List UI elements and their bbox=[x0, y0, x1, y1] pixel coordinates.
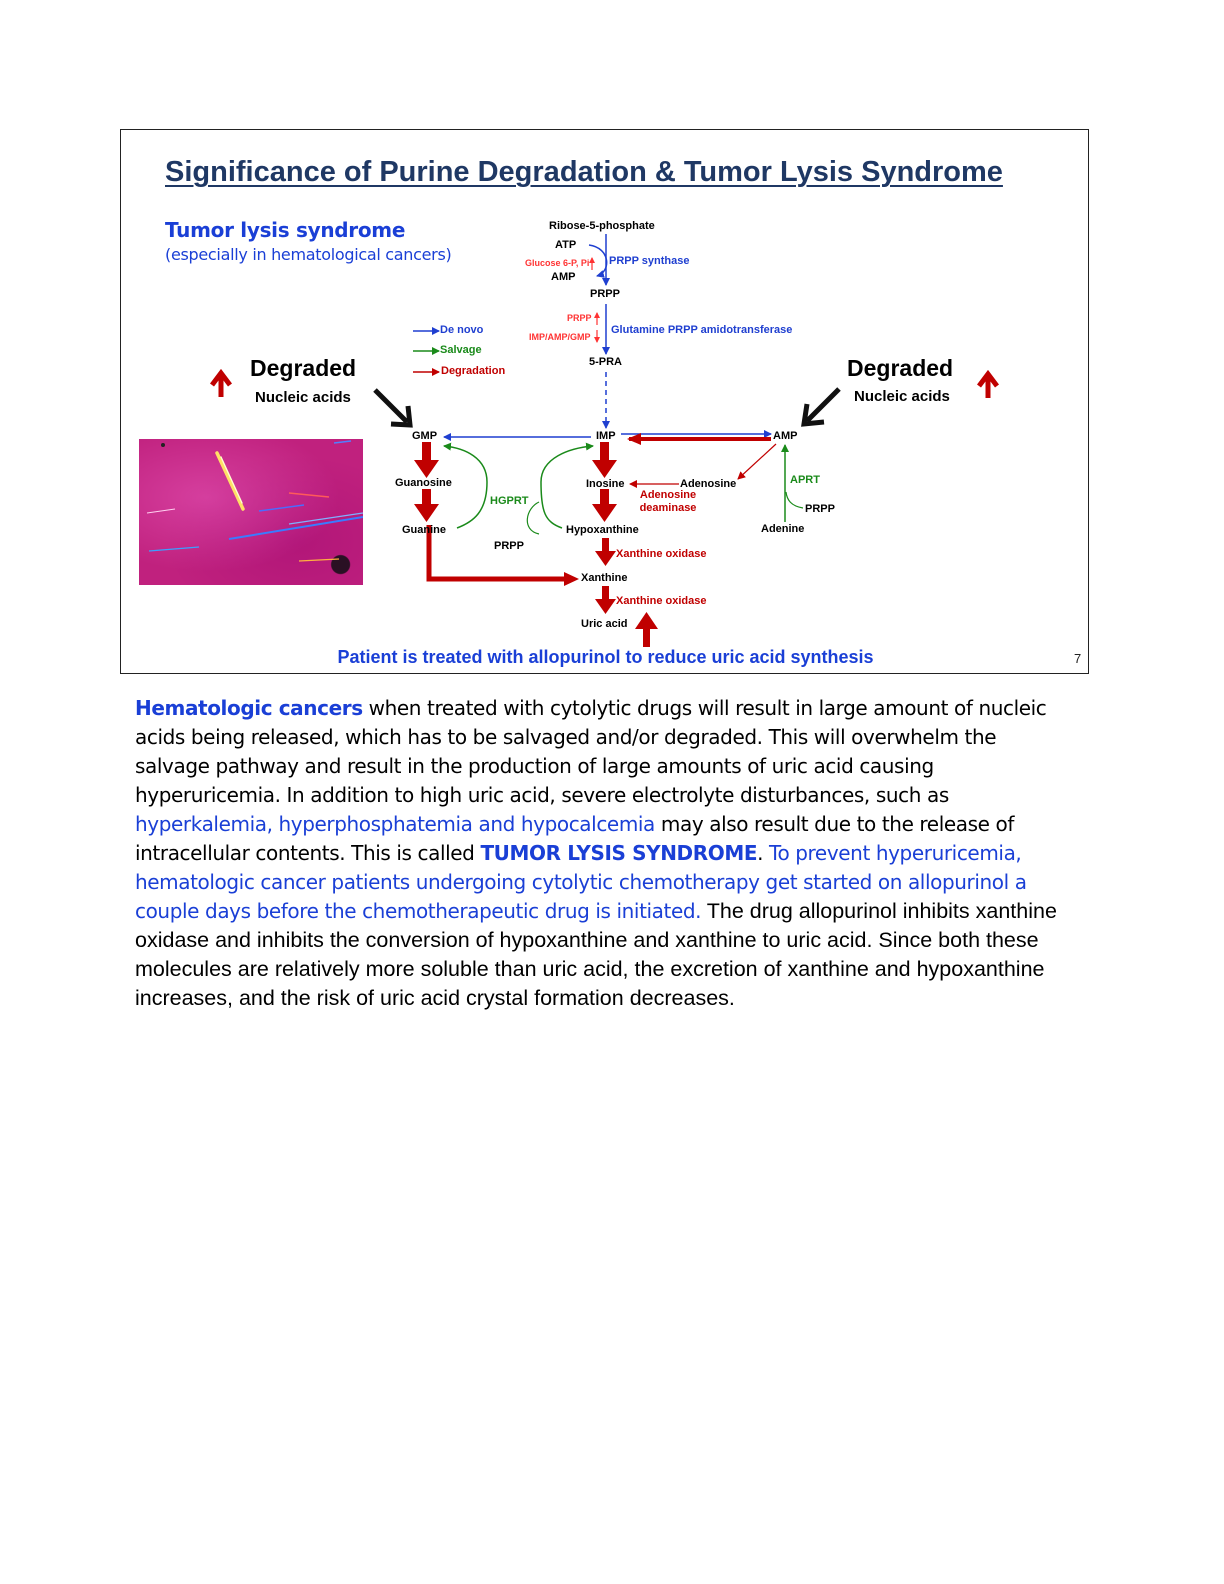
guanine-to-xanthine-arrow bbox=[429, 525, 566, 579]
imp-amp-gmp-label: IMP/AMP/GMP bbox=[529, 332, 591, 342]
uric-acid-label: Uric acid bbox=[581, 618, 628, 630]
xanthine-oxidase-1-label: Xanthine oxidase bbox=[616, 548, 707, 560]
body-text-3: . bbox=[757, 841, 770, 865]
body-text-1: when treated with cytolytic drugs will result in large amount of nucleic acids being released, which has to be salvaged and/or degraded. This will overwhelm the salvage pathway and result in the production of large amounts of uric acid causing hyperuricemia. In addition to high uric acid, severe electrolyte disturbances, such as bbox=[135, 696, 1047, 807]
imp-label: IMP bbox=[596, 430, 616, 442]
tumor-lysis-syndrome-term: TUMOR LYSIS SYNDROME bbox=[480, 841, 758, 865]
5-pra-label: 5-PRA bbox=[589, 356, 623, 368]
prpp-regulator-label: PRPP bbox=[567, 313, 592, 323]
xanthine-label: Xanthine bbox=[581, 572, 628, 584]
hematologic-cancers-term: Hematologic cancers bbox=[135, 696, 363, 720]
degraded-left-label: Degraded bbox=[250, 355, 357, 381]
prpp-label: PRPP bbox=[590, 288, 620, 300]
crystal-needles bbox=[139, 439, 363, 585]
nucleic-right-label: Nucleic acids bbox=[854, 388, 950, 405]
adenosine-deaminase-label: Adenosine deaminase bbox=[639, 489, 697, 514]
prpp-aprt-curve bbox=[786, 492, 803, 508]
hypoxanthine-label: Hypoxanthine bbox=[566, 524, 639, 536]
glutamine-amidotransferase-label: Glutamine PRPP amidotransferase bbox=[611, 324, 793, 336]
hgprt-label: HGPRT bbox=[490, 495, 529, 507]
allopurinol-treatment-note: Patient is treated with allopurinol to reduce uric acid synthesis bbox=[337, 647, 874, 667]
ribose-5-phosphate: Ribose-5-phosphate bbox=[549, 220, 655, 232]
degraded-right-up-arrow bbox=[979, 374, 997, 398]
amp-label: AMP bbox=[773, 430, 798, 442]
xanthine-oxidase-2-label: Xanthine oxidase bbox=[616, 595, 707, 607]
tls-heading: Tumor lysis syndrome bbox=[165, 218, 406, 242]
left-nucleic-to-gmp-arrow bbox=[375, 390, 410, 425]
guanine-to-xanthine-arrowhead bbox=[564, 572, 579, 586]
tls-subheading: (especially in hematological cancers) bbox=[165, 245, 452, 264]
adenosine-label: Adenosine bbox=[680, 478, 737, 490]
inosine-label: Inosine bbox=[586, 478, 625, 490]
body-paragraph bbox=[135, 694, 1075, 1013]
gmp-label: GMP bbox=[412, 430, 438, 442]
slide-number: 7 bbox=[1074, 651, 1082, 666]
electrolyte-disturbances-terms: hyperkalemia, hyperphosphatemia and hypocalcemia bbox=[135, 812, 655, 836]
atp-label: ATP bbox=[555, 239, 577, 251]
prpp-synthase-label: PRPP synthase bbox=[609, 255, 690, 267]
guanosine-label: Guanosine bbox=[395, 477, 452, 489]
body-text-2: may also result due to the release of intracellular contents. This is called bbox=[135, 812, 1014, 865]
degraded-right-label: Degraded bbox=[847, 355, 954, 381]
legend-degradation: Degradation bbox=[441, 365, 506, 377]
nucleic-left-label: Nucleic acids bbox=[255, 389, 351, 406]
prpp-hgprt-label: PRPP bbox=[494, 540, 524, 552]
aprt-label: APRT bbox=[790, 474, 820, 486]
slide-title: Significance of Purine Degradation & Tumor Lysis Syndrome bbox=[165, 156, 1003, 188]
allopurinol-mechanism-text: The drug allopurinol inhibits xanthine oxidase and inhibits the conversion of hypoxanthine and xanthine to uric acid. Since both these molecules are relatively more soluble than uric acid, the excretion of xanthine and hypoxanthine increases, and the risk of uric acid crystal formation decreases. bbox=[135, 899, 1057, 1010]
degradation-down-arrows bbox=[414, 442, 658, 647]
degraded-left-up-arrow bbox=[212, 373, 230, 397]
prpp-hgprt-curve bbox=[527, 502, 539, 534]
guanine-label: Guanine bbox=[402, 524, 447, 536]
allopurinol-prevention-sentence: To prevent hyperuricemia, hematologic cancer patients undergoing cytolytic chemotherapy get started on allopurinol a couple days before the chemotherapeutic drug is initiated. bbox=[135, 841, 1027, 923]
slide bbox=[120, 129, 1089, 674]
uric-acid-crystal-micrograph bbox=[139, 439, 363, 585]
amp-top-label: AMP bbox=[551, 271, 576, 283]
legend-salvage: Salvage bbox=[440, 344, 482, 356]
glucose-6p-label: Glucose 6-P, Pi bbox=[525, 258, 590, 268]
adenine-label: Adenine bbox=[761, 523, 805, 535]
right-nucleic-to-amp-arrow bbox=[804, 389, 839, 424]
prpp-aprt-label: PRPP bbox=[805, 503, 835, 515]
legend-de-novo: De novo bbox=[440, 324, 484, 336]
amp-to-adenosine-arrow bbox=[738, 444, 776, 479]
